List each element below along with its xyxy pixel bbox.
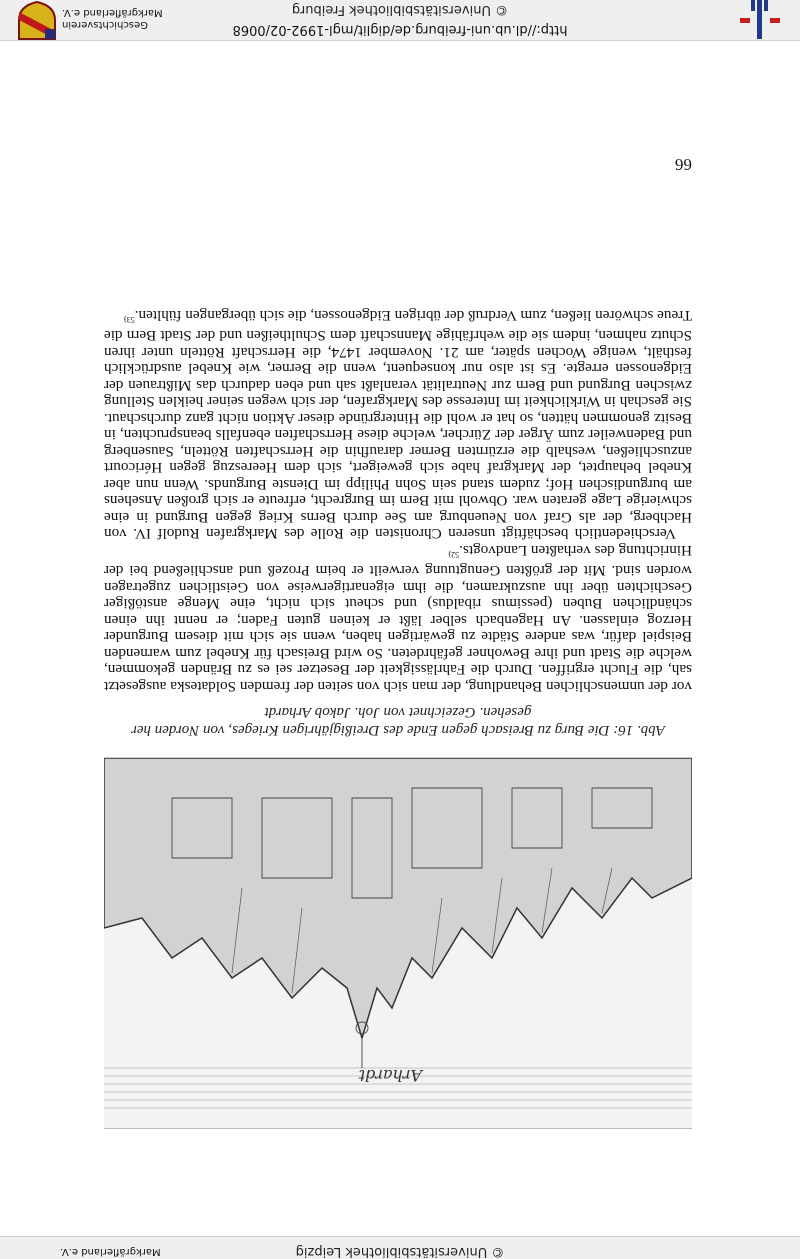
copyright-notice-bottom: © Universitätsbibliothek Leipzig: [295, 1244, 505, 1259]
ub-logo-icon: [740, 0, 780, 39]
footnote-ref: 52): [448, 550, 460, 559]
coat-of-arms-logo: [8, 0, 58, 42]
paragraph-1: vor der unmenschlichen Behandlung, der man sich von seiten der fremden Soldateska ausgesetzt sah, die Flucht ergriffen. Durch die Fahrlässigkeit der Besetzer sei es zu Bränden gekommen, welche die Stadt und ihre Bewohner gefährdeten. So wird Breisach für Knebel zum warnenden Beispiel dafür, was andere Städte zu gewärtigen haben, wenn sie sich mit diesem Burgunder Herzog einlassen. An Hagenbach selber läßt er keinen guten Faden; er nennt ihn einen schändlichen Buben (pessimus ribaldus) und scheut sich nicht, eine Menge anstößiger Geschichten über ihn auszukramen, die ihm eigenartigerweise von Geistlichen zugetragen worden sind. Mit der größten Genugtuung verweilt er beim Prozeß und anschließend bei der Hinrichtung des verhaßten Landvogts.$^{52)}$: [104, 541, 692, 695]
paragraph-2: Verschiedentlich beschäftigt unseren Chronisten die Rolle des Markgrafen Rudolf IV. von Hachberg, der als Graf von Neuenburg am See durch Berns Krieg gegen Burgund in eine schwierige Lage geraten war. Obwohl mit Bern im Burgrecht, erfreute er sich großen Ansehens am burgundischen Hof; zudem stand sein Sohn Philipp im Dienste Burgunds. Wenn nun aber Knebel behauptet, der Markgraf habe sich geweigert, sich dem Heereszug gegen Héricourt anzuschließen, weshalb die erzürnten Berner daraufhin die Herrschaften Rötteln, Sausenberg und Badenweiler zum Ärger der Zürcher, welche diese Herrschaften ebenfalls beanspruchten, in Besitz genommen hätten, so hat er wohl die Hintergründe dieser Aktion nicht ganz durchschaut. Sie geschah in Wirklichkeit im Interesse des Markgrafen, der sich wegen seiner heiklen Stellung zwischen Burgund und Bern zur Neutralität veranlaßt sah und eben dadurch das Mißtrauen der Eidgenossen erregte. Es ist also nur konsequent, wenn die Berner, wie Knebel ausdrücklich festhält, wenige Wochen später, am 21. November 1474, die Herrschaft Rötteln unter ihren Schutz nahmen, indem sie die wehrfähige Mannschaft dem Schultheißen und der Stadt Bern die Treue schwören ließen, zum Verdruß der übrigen Eidgenossen, die sich übergangen fühlten.$^{53)}$: [104, 306, 692, 543]
partner-name: Geschichtsverein Markgräflerland e.V.: [62, 7, 163, 30]
figure-caption: Abb. 16: Die Burg zu Breisach gegen Ende des Dreißigjährigen Krieges, von Norden her gesehen. Gezeichnet von Joh. Jakob Arhardt: [131, 704, 665, 738]
source-url[interactable]: http://dl.ub.uni-freiburg.de/diglit/mgl-1992-02/0068: [232, 22, 568, 37]
copyright-notice: © Universitätsbibliothek Freiburg: [291, 2, 509, 17]
body-text: [104, 306, 692, 694]
footnote-ref: 53): [124, 314, 135, 324]
partner-name-bottom: Markgräflerland e.V.: [60, 1246, 161, 1257]
figure-illustration: [104, 757, 692, 1129]
figure-signature: Arhardt: [358, 1066, 422, 1085]
page-number: 66: [675, 155, 692, 174]
